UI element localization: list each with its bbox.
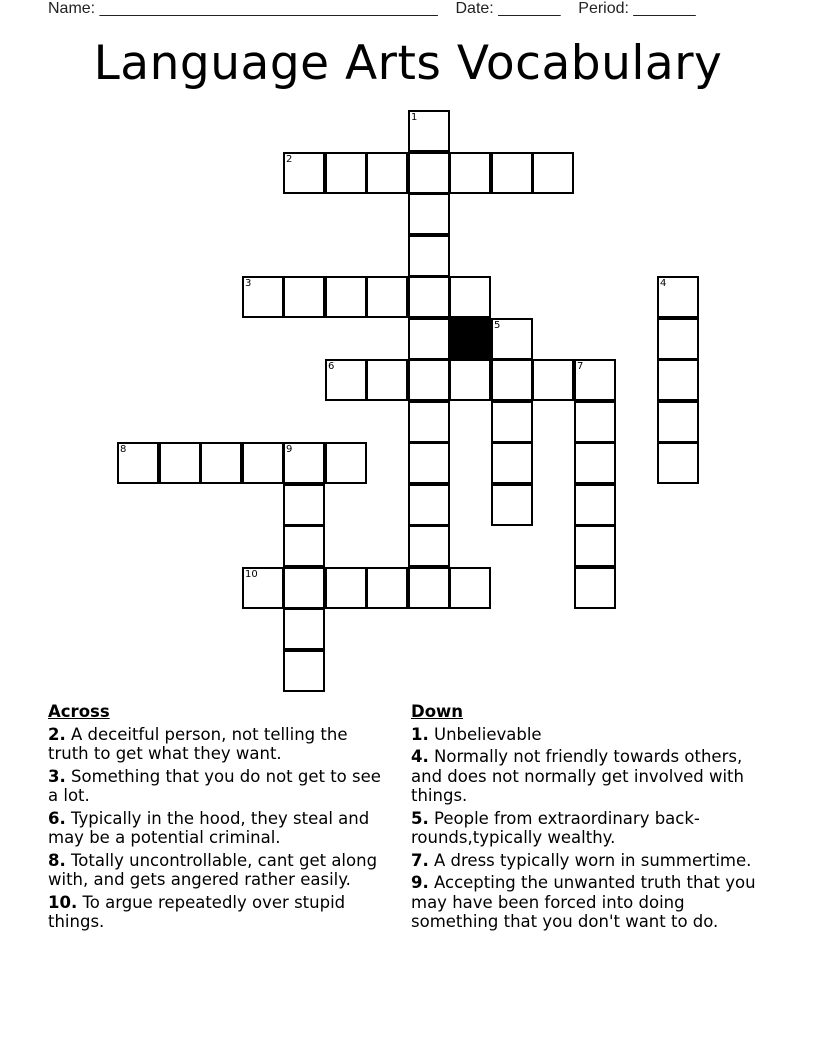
clue-number: 3.	[48, 766, 66, 786]
across-clues	[48, 702, 388, 935]
clue-text: A dress typically worn in summertime.	[434, 850, 752, 870]
clue-text: Typically in the hood, they steal and may be a potential criminal.	[48, 808, 370, 847]
answer-cell[interactable]	[657, 359, 699, 401]
answer-cell[interactable]	[366, 567, 408, 609]
answer-cell[interactable]	[366, 276, 408, 318]
answer-cell[interactable]	[117, 442, 159, 484]
clue-number-label: 7	[577, 361, 584, 372]
across-heading: Across	[48, 702, 110, 721]
answer-cell[interactable]	[574, 359, 616, 401]
clue-text: Accepting the unwanted truth that you may have been forced into doing something that you don't want to do.	[411, 873, 756, 931]
answer-cell[interactable]	[325, 442, 367, 484]
clue-number: 6.	[48, 808, 66, 828]
answer-cell[interactable]	[449, 152, 491, 194]
down-clue	[411, 725, 763, 745]
answer-cell[interactable]	[325, 567, 367, 609]
clue-text: Normally not friendly towards others, and does not normally get involved with things.	[411, 747, 744, 805]
answer-cell[interactable]	[283, 567, 325, 609]
down-clue	[411, 809, 763, 848]
across-clue	[48, 851, 388, 890]
name-field-label: Name: ______________________________________	[48, 0, 438, 17]
answer-cell[interactable]	[283, 276, 325, 318]
clue-text: Something that you do not get to see a lot.	[48, 766, 381, 805]
across-clue	[48, 893, 388, 932]
across-clue	[48, 767, 388, 806]
answer-cell[interactable]	[449, 567, 491, 609]
answer-cell[interactable]	[408, 359, 450, 401]
clue-number: 4.	[411, 747, 429, 766]
page-title: Language Arts Vocabulary	[93, 36, 723, 91]
down-clue	[411, 851, 763, 871]
answer-cell[interactable]	[366, 152, 408, 194]
answer-cell[interactable]	[408, 401, 450, 443]
answer-cell[interactable]	[449, 359, 491, 401]
answer-cell[interactable]	[408, 235, 450, 277]
clue-number-label: 10	[245, 569, 258, 580]
answer-cell[interactable]	[491, 152, 533, 194]
answer-cell[interactable]	[408, 442, 450, 484]
answer-cell[interactable]	[574, 484, 616, 526]
down-clue	[411, 873, 763, 932]
clue-number-label: 2	[286, 154, 293, 165]
answer-cell[interactable]	[159, 442, 201, 484]
clue-text: Unbelievable	[434, 724, 542, 744]
answer-cell[interactable]	[283, 484, 325, 526]
clue-number: 10.	[48, 892, 78, 912]
answer-cell[interactable]	[657, 401, 699, 443]
answer-cell[interactable]	[408, 276, 450, 318]
answer-cell[interactable]	[449, 276, 491, 318]
answer-cell[interactable]	[325, 152, 367, 194]
answer-cell[interactable]	[283, 525, 325, 567]
clue-number: 5.	[411, 808, 429, 828]
answer-cell[interactable]	[574, 401, 616, 443]
across-clue	[48, 725, 388, 764]
date-field-label: Date: _______	[455, 0, 561, 17]
down-clue	[411, 747, 763, 806]
clue-text: Totally uncontrollable, cant get along with, and gets angered rather easily.	[48, 850, 378, 889]
answer-cell[interactable]	[408, 193, 450, 235]
clue-number: 8.	[48, 850, 66, 870]
clue-text: To argue repeatedly over stupid things.	[48, 892, 346, 931]
answer-cell[interactable]	[574, 525, 616, 567]
answer-cell[interactable]	[491, 484, 533, 526]
clue-number: 7.	[411, 850, 429, 870]
clue-text: People from extraordinary back-rounds,typically wealthy.	[411, 808, 700, 847]
answer-cell[interactable]	[491, 359, 533, 401]
answer-cell[interactable]	[325, 359, 367, 401]
answer-cell[interactable]	[283, 442, 325, 484]
answer-cell[interactable]	[491, 401, 533, 443]
clue-number-label: 4	[660, 278, 667, 289]
answer-cell[interactable]	[408, 525, 450, 567]
period-field-label: Period: _______	[578, 0, 696, 17]
answer-cell[interactable]	[491, 442, 533, 484]
clue-number-label: 8	[120, 444, 127, 455]
answer-cell[interactable]	[242, 567, 284, 609]
answer-cell[interactable]	[283, 608, 325, 650]
across-clue	[48, 809, 388, 848]
clue-number-label: 5	[494, 320, 501, 331]
answer-cell[interactable]	[283, 650, 325, 692]
answer-cell[interactable]	[408, 484, 450, 526]
answer-cell[interactable]	[574, 442, 616, 484]
clue-number-label: 1	[411, 112, 418, 123]
answer-cell[interactable]	[325, 276, 367, 318]
clue-text: A deceitful person, not telling the truth to get what they want.	[48, 724, 348, 763]
answer-cell[interactable]	[657, 276, 699, 318]
answer-cell[interactable]	[408, 567, 450, 609]
answer-cell[interactable]	[657, 318, 699, 360]
answer-cell[interactable]	[408, 318, 450, 360]
down-clues	[411, 702, 763, 935]
down-heading: Down	[411, 702, 464, 721]
clue-number: 9.	[411, 873, 429, 892]
answer-cell[interactable]	[200, 442, 242, 484]
answer-cell[interactable]	[491, 318, 533, 360]
answer-cell[interactable]	[283, 152, 325, 194]
clue-number-label: 9	[286, 444, 293, 455]
answer-cell[interactable]	[242, 442, 284, 484]
clue-number-label: 6	[328, 361, 335, 372]
answer-cell[interactable]	[408, 110, 450, 152]
answer-cell[interactable]	[532, 359, 574, 401]
answer-cell[interactable]	[657, 442, 699, 484]
answer-cell[interactable]	[532, 152, 574, 194]
answer-cell[interactable]	[408, 152, 450, 194]
answer-cell[interactable]	[242, 276, 284, 318]
clue-number: 1.	[411, 724, 429, 744]
answer-cell[interactable]	[366, 359, 408, 401]
clue-number: 2.	[48, 724, 66, 744]
black-square	[449, 318, 491, 360]
answer-cell[interactable]	[574, 567, 616, 609]
clue-number-label: 3	[245, 278, 252, 289]
